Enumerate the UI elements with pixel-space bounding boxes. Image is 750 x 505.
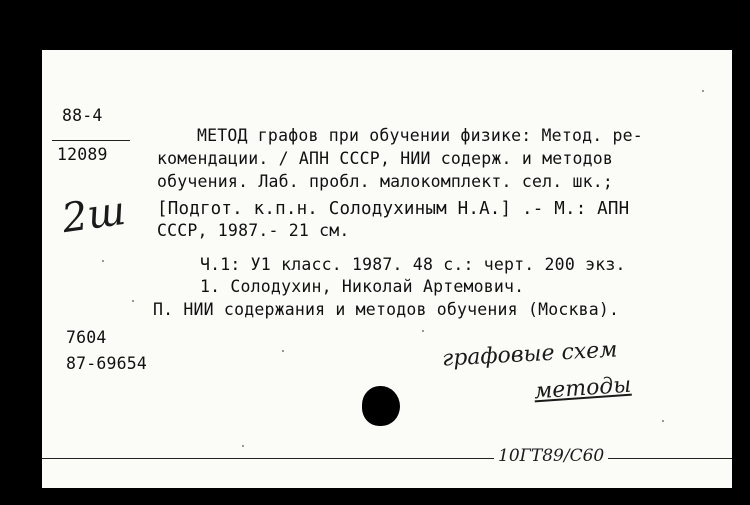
- bottom-rule: [42, 458, 732, 459]
- scan-speck: [422, 330, 424, 332]
- scan-speck: [102, 260, 104, 262]
- body-line: П. НИИ содержания и методов обучения (Москва).: [153, 300, 620, 319]
- body-line: СССР, 1987.- 21 см.: [157, 221, 350, 240]
- handwritten-note: методы: [533, 372, 632, 405]
- body-line: комендации. / АПН СССР, НИИ содерж. и методов: [157, 149, 614, 168]
- body-line: обучения. Лаб. пробл. малокомплект. сел. шк.;: [157, 172, 614, 191]
- handwritten-shelfmark: 2ш: [59, 187, 129, 243]
- scan-speck: [662, 420, 664, 422]
- shelfmark-divider: [52, 140, 130, 141]
- handwritten-note: графовые схем: [441, 337, 619, 372]
- scan-speck: [242, 445, 244, 447]
- body-line: 1. Солодухин, Николай Артемович.: [200, 277, 525, 296]
- shelfmark-top: 88-4: [62, 106, 103, 125]
- body-line: [Подгот. к.п.н. Солодухиным Н.А.] .- М.: АПН: [157, 199, 630, 219]
- scan-speck: [702, 90, 704, 92]
- scan-speck: [282, 350, 284, 352]
- body-line: МЕТОД графов при обучении физике: Метод. ре-: [197, 126, 643, 145]
- catalog-card: [42, 50, 732, 488]
- scan-speck: [132, 300, 134, 302]
- code-line: 87-69654: [66, 354, 148, 373]
- code-line: 7604: [66, 328, 107, 347]
- stamp-mark: 10ГТ89/С60: [494, 446, 608, 466]
- body-line: Ч.1: У1 класс. 1987. 48 с.: черт. 200 экз.: [200, 255, 626, 274]
- hole-punch-mark: [362, 386, 400, 426]
- shelfmark-bottom: 12089: [57, 145, 108, 164]
